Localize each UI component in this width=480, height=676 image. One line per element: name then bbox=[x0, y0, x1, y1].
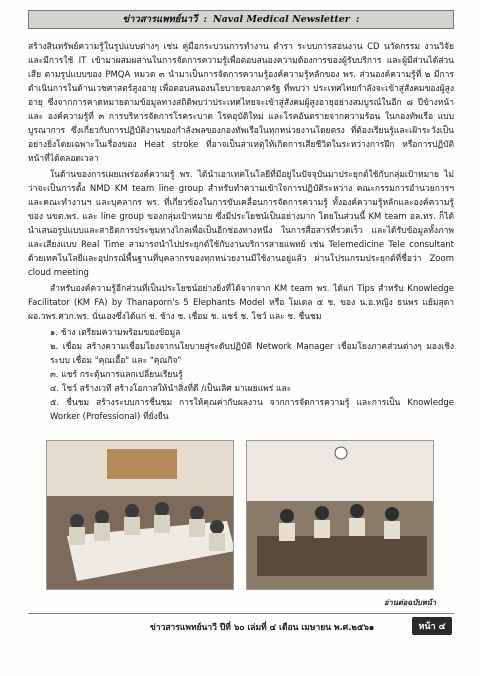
article-body bbox=[28, 40, 454, 424]
list-item: ๓. แชร์ กระตุ้นการแลกเปลี่ยนเรียนรู้ bbox=[50, 370, 183, 380]
photo-gallery bbox=[46, 440, 434, 590]
header-separator: : bbox=[203, 14, 207, 25]
continued-note: อ่านต่อฉบับหน้า bbox=[384, 598, 437, 607]
list-item: ๔. โชว์ สร้างเวที สร้างโอกาสให้นำสิ่งที่ดี /เป็นเลิศ มาเผยแพร่ และ bbox=[50, 384, 292, 394]
paragraph: ในด้านของการเผยแพร่องค์ความรู้ พร. ได้นำเอาเทคโนโลยีที่มีอยู่ในปัจจุบันมาประยุกต์ใช้กับกลุ่มเป้าหมาย ไม่ว่าจะเป็นการตั้ง NMD KM team line group สำหรับทำความเข้าใจการปฏิบัติระหว่าง คณะกรรมการอำนวยการฯ และคณะทำงานฯ และบุคลากร พร. ที่เกี่ยวข้องในการขับเคลื่อนการจัดการความรู้ ทั้งองค์ความรู้หลักและองค์ความรู้ของ นขต.พร. และ line group ของกลุ่มเป้าหมาย ซึ่งมีประโยชน์เป็นอย่างมาก โดยในส่วนนี้ KM team อล.ทร. ก็ได้นำเสนอรูปแบบและสาธิตการประชุมทางไกลเพื่อเป็นอีกช่องทางหนึ่ง ในการสื่อสารที่รวดเร็ว และได้รับข้อมูลทั้งภาพและเสียงแบบ Real Time สามารถนำไปประยุกต์ใช้กับงานบริการสายแพทย์ เช่น Telemedicine Tele consultant ด้วยเทคโนโลยีและอุปกรณ์พื้นฐานที่บุคลากรของทุกหน่วยงานมีใช้งานอยู่แล้ว ผ่านโปรแกรมประยุกต์ที่ชื่อว่า Zoom cloud meeting bbox=[28, 170, 454, 278]
list-item: ๒. เชื่อม สร้างความเชื่อมโยงจากนโยบายสู่ระดับปฏิบัติ Network Manager เชื่อมโยงภาคส่วนต่างๆ มองเชิงระบบ เชื่อม "คุณเอื้อ" และ "คุณกิจ" bbox=[50, 342, 454, 366]
paragraph: สร้างสินทรัพย์ความรู้ในรูปแบบต่างๆ เช่น คู่มือกระบวนการทำงาน ตำรา ระบบการสอนงาน CD นวัตกรรม งานวิจัย และมีการใช้ IT เข้ามาผสมผสานในการจัดการความรู้เพื่อตอบสนองความต้องการของผู้รับบริการ และผู้มีส่วนได้ส่วนเสีย ตามรูปแบบของ PMQA หมวด ๓ นำมาเป็นการจัดการความรู้องค์ความรู้หลักของ พร. ส่วนองค์ความรู้ที่ ๒ มีการดำเนินการในด้านเวชศาสตร์สูงอายุ เพื่อตอบสนองนโยบายของภาครัฐ ที่พบว่า ประเทศไทยกำลังจะเข้าสู่สังคมของผู้สูงอายุ ซึ่งจากการคาดหมายตามข้อมูลทางสถิติพบว่าประเทศไทยจะเข้าสู่สังคมผู้สูงอายุอย่างสมบูรณ์ในอีก ๘ ปีข้างหน้า และ องค์ความรู้ที่ ๓ การบริหารจัดการโรคระบาด โรคอุบัติใหม่ และโรคอันตรายจากความร้อน ในกองทัพเรือ แบบบูรณาการ ซึ่งเกี่ยวกับการปฏิบัติงานของกำลังพลของกองทัพเรือในทุกหน่วยงานโดยตรง ที่ต้องเรียนรู้และเฝ้าระวังเป็นอย่างยิ่งโดยเฉพาะในเรื่องของ Heat stroke ที่อาจเป็นสาเหตุให้เกิดการเสียชีวิตในระหว่างการฝึก หรือการปฏิบัติหน้าที่ได้ตลอดเวลา bbox=[28, 42, 454, 164]
meeting-photo-left bbox=[46, 440, 234, 590]
meeting-photo-right bbox=[246, 440, 434, 590]
list-item: ๕. ชื่นชม สร้างระบบการชื่นชม การให้คุณค่ากับผลงาน จากการจัดการความรู้ และการเป็น Knowledge Worker (Professional) ที่ยั่งยืน bbox=[50, 398, 454, 422]
paragraph: สำหรับองค์ความรู้อีกส่วนที่เป็นประโยชน์อย่างยิ่งที่ได้จากจาก KM team พร. ได้แก่ Tips สำหรับ Knowledge Facilitator (KM FA) by Thanaporn's 5 Elephants Model หรือ โมเดล ๕ ช. ของ น.อ.หญิง ธนพร แย้มสุดา ผอ.วพร.ศวก.พร. นั่นเองซึ่งได้แก่ ช. ช้าง ช. เชื่อม ช. แชร์ ช. โชว์ และ ช. ชื่นชม bbox=[28, 284, 454, 322]
footer-issue-info: ข่าวสารแพทย์นาวี ปีที่ ๖๐ เล่มที่ ๔ เดือน เมษายน พ.ศ.๒๕๖๑ bbox=[150, 623, 375, 633]
footer-divider bbox=[28, 613, 454, 614]
header-thai-title: ข่าวสารแพทย์นาวี bbox=[122, 14, 198, 25]
newsletter-header bbox=[28, 10, 454, 29]
header-english-title: Naval Medical Newsletter bbox=[212, 14, 350, 25]
header-separator: : bbox=[355, 14, 360, 25]
page-number: หน้า ๔ bbox=[412, 617, 452, 635]
list-item: ๑. ช้าง เตรียมความพร้อมของข้อมูล bbox=[50, 328, 181, 338]
